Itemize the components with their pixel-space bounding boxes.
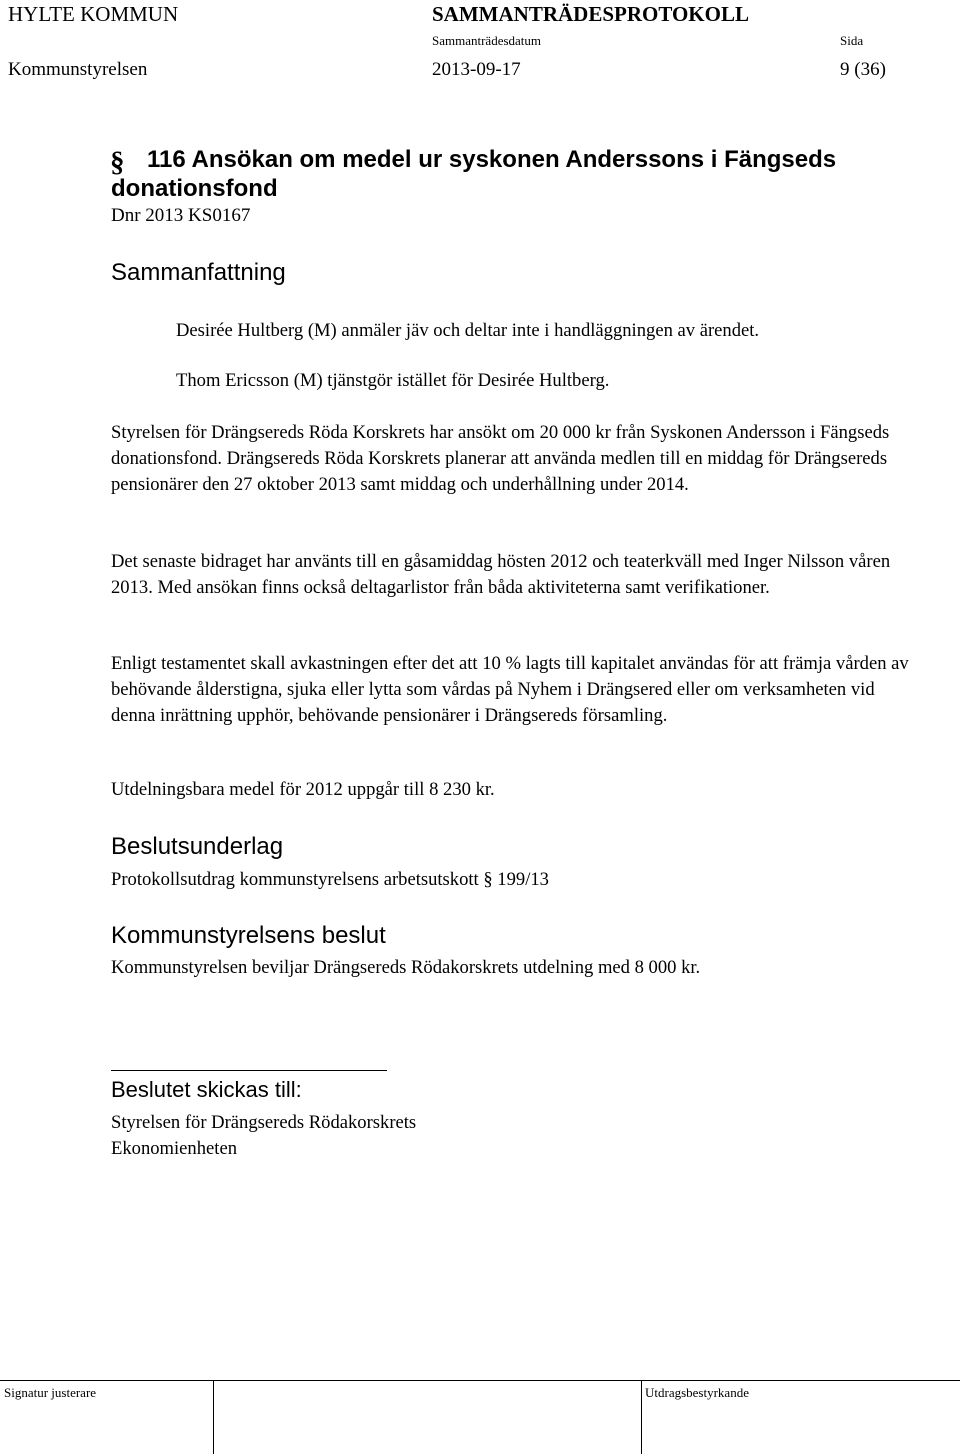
page-label: Sida (840, 33, 864, 48)
footer (0, 1380, 960, 1454)
board-name: Kommunstyrelsen (8, 59, 148, 80)
decision-text: Kommunstyrelsen beviljar Drängsereds Rödakorskrets utdelning med 8 000 kr. (111, 957, 701, 978)
send-to-heading: Beslutet skickas till: (111, 1077, 302, 1102)
basis-text: Protokollsutdrag kommunstyrelsens arbetsutskott § 199/13 (111, 869, 549, 890)
footer-border (0, 1380, 960, 1381)
footer-divider (213, 1380, 214, 1454)
summary-paragraph: Desirée Hultberg (M) anmäler jäv och deltar inte i handläggningen av ärendet. (176, 320, 760, 341)
item-title-line2: donationsfond (111, 175, 278, 202)
recipient: Styrelsen för Drängsereds Rödakorskrets (111, 1112, 417, 1133)
summary-paragraph: Det senaste bidraget har använts till en gåsamiddag hösten 2012 och teaterkväll med Inger Nilsson våren 2013. Med ansökan finns också deltagarlistor från båda aktiviteterna samt verifikationer. (111, 551, 891, 598)
decision-heading: Kommunstyrelsens beslut (111, 922, 386, 949)
case-number: Dnr 2013 KS0167 (111, 205, 251, 226)
section-sign: § (110, 146, 125, 178)
footer-divider (641, 1380, 642, 1454)
summary-paragraph: Utdelningsbara medel för 2012 uppgår till 8 230 kr. (111, 779, 495, 800)
meeting-date: 2013-09-17 (432, 59, 521, 80)
summary-paragraph: Thom Ericsson (M) tjänstgör istället för Desirée Hultberg. (176, 370, 610, 391)
document-type: SAMMANTRÄDESPROTOKOLL (432, 2, 749, 26)
date-label: Sammanträdesdatum (432, 33, 542, 48)
summary-paragraph: Enligt testamentet skall avkastningen efter det att 10 % lagts till kapitalet användas för att främja vården av behövande ålderstigna, sjuka eller lytta som vårdas på Nyhem i Drängsered eller om verksamheten vid denna inrättning upphör, behövande pensionärer i Drängsereds församling. (111, 653, 909, 726)
page-number: 9 (36) (840, 59, 886, 80)
signature-label: Signatur justerare (4, 1385, 97, 1400)
recipient: Ekonomienheten (111, 1138, 237, 1159)
summary-heading: Sammanfattning (111, 259, 286, 286)
summary-paragraph: Styrelsen för Drängsereds Röda Korskrets har ansökt om 20 000 kr från Syskonen Andersson i Fängseds donationsfond. Drängsereds Röda Korskrets planerar att använda medlen till en middag för Drängsereds pensionärer den 27 oktober 2013 samt middag och underhållning under 2014. (111, 422, 890, 495)
municipality-name: HYLTE KOMMUN (8, 2, 179, 26)
separator-line (111, 1070, 387, 1071)
basis-heading: Beslutsunderlag (111, 833, 284, 860)
item-title: 116 Ansökan om medel ur syskonen Anderssons i Fängseds (147, 146, 837, 173)
excerpt-label: Utdragsbestyrkande (645, 1385, 749, 1400)
